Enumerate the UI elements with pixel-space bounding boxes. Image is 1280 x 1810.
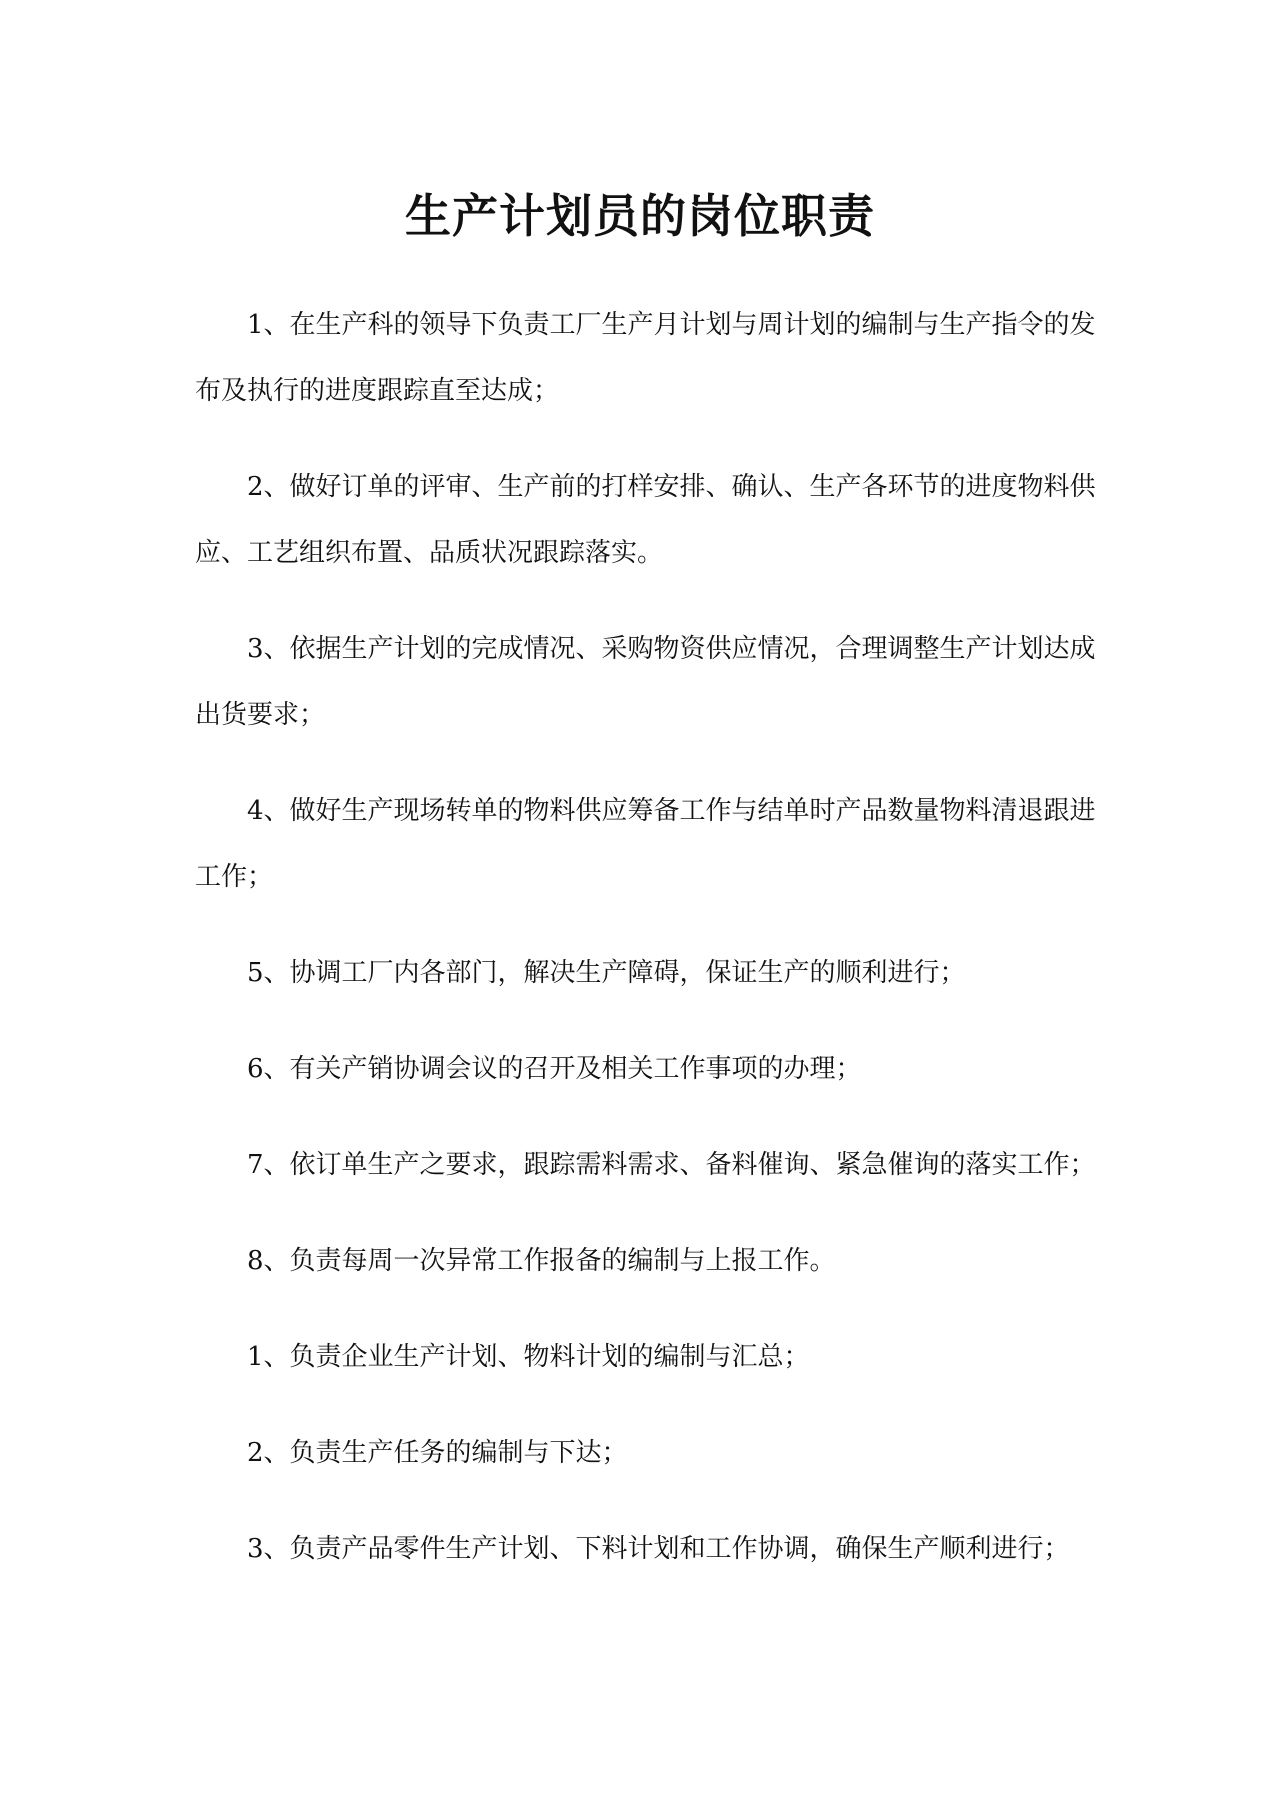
paragraph [195, 292, 1096, 424]
paragraph-line: 4、做好生产现场转单的物料供应筹备工作与结单时产品数量物料清退跟进 [247, 796, 1096, 826]
paragraph-line: 5、协调工厂内各部门，解决生产障碍，保证生产的顺利进行； [247, 958, 966, 988]
paragraph-line: 6、有关产销协调会议的召开及相关工作事项的办理； [247, 1054, 862, 1084]
paragraph [195, 940, 1091, 1006]
paragraph-line: 2、做好订单的评审、生产前的打样安排、确认、生产各环节的进度物料供 [247, 472, 1096, 502]
paragraph-line: 工作； [195, 862, 274, 892]
paragraph-line: 出货要求； [195, 700, 326, 730]
paragraph-line: 3、依据生产计划的完成情况、采购物资供应情况，合理调整生产计划达成 [247, 634, 1096, 664]
paragraph-line: 1、负责企业生产计划、物料计划的编制与汇总； [247, 1342, 810, 1372]
paragraph-line: 7、依订单生产之要求，跟踪需料需求、备料催询、紧急催询的落实工作； [247, 1150, 1096, 1180]
paragraph [195, 1036, 1091, 1102]
paragraph-line: 1、在生产科的领导下负责工厂生产月计划与周计划的编制与生产指令的发 [247, 310, 1096, 340]
document-body [195, 292, 1096, 1612]
paragraph-line: 2、负责生产任务的编制与下达； [247, 1438, 628, 1468]
paragraph [195, 454, 1096, 586]
paragraph [195, 1516, 1091, 1582]
document-title: 生产计划员的岗位职责 [405, 189, 875, 243]
paragraph [195, 778, 1096, 910]
paragraph-line: 8、负责每周一次异常工作报备的编制与上报工作。 [247, 1246, 836, 1276]
paragraph [195, 1420, 1091, 1486]
paragraph-line: 应、工艺组织布置、品质状况跟踪落实。 [195, 538, 664, 568]
paragraph-line: 3、负责产品零件生产计划、下料计划和工作协调，确保生产顺利进行； [247, 1534, 1070, 1564]
paragraph [195, 616, 1096, 748]
paragraph-line: 布及执行的进度跟踪直至达成； [195, 376, 560, 406]
paragraph [195, 1324, 1091, 1390]
paragraph [195, 1132, 1096, 1198]
paragraph [195, 1228, 1091, 1294]
